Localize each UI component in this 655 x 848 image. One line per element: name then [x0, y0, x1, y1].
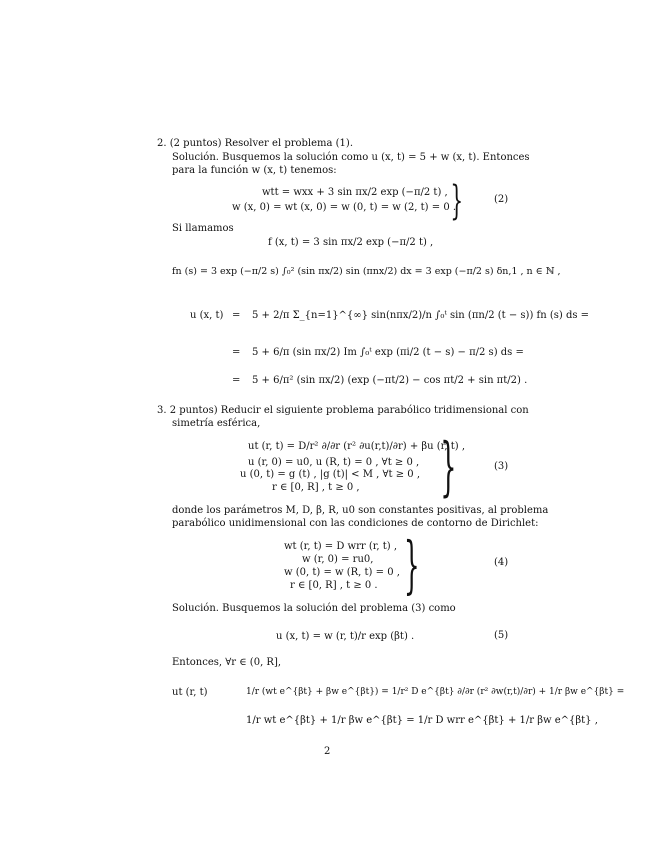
problem-2-heading: 2. (2 puntos) Resolver el problema (1).: [157, 138, 354, 149]
eq3-number: (3): [494, 461, 509, 472]
eq2-number: (2): [494, 194, 509, 205]
fn-definition: fn (s) = 3 exp (−π/2 s) ∫₀² (sin πx/2) sin (πnx/2) dx = 3 exp (−π/2 s) δn,1 , n ∈ ℕ ,: [172, 266, 561, 277]
donde-line-2: parabólico unidimensional con las condiciones de contorno de Dirichlet:: [172, 518, 539, 529]
problem-3-heading-line-1: 3. 2 puntos) Reducir el siguiente problema parabólico tridimensional con: [157, 405, 529, 416]
eq4-line-2: w (r, 0) = ru0,: [302, 554, 374, 565]
u-solution-lhs: u (x, t): [190, 310, 224, 321]
u-solution-line-2: 5 + 6/π (sin πx/2) Im ∫₀ᵗ exp (πi/2 (t − s) − π/2 s) ds =: [252, 347, 524, 358]
eq3-line-1: ut (r, t) = D/r² ∂/∂r (r² ∂u(r,t)/∂r) + βu (r, t) ,: [248, 441, 465, 452]
p2-solution-line-1: Solución. Busquemos la solución como u (x, t) = 5 + w (x, t). Entonces: [172, 152, 530, 163]
entonces-line: Entonces, ∀r ∈ (0, R],: [172, 657, 282, 668]
eq-sign-2: =: [232, 347, 241, 358]
p3-solution-line: Solución. Busquemos la solución del problema (3) como: [172, 603, 456, 614]
eq4-line-3: w (0, t) = w (R, t) = 0 ,: [284, 567, 400, 578]
f-definition: f (x, t) = 3 sin πx/2 exp (−π/2 t) ,: [268, 237, 434, 248]
eq4-brace: }: [403, 528, 420, 601]
eq4-line-1: wt (r, t) = D wrr (r, t) ,: [284, 541, 398, 552]
eq-sign-1: =: [232, 310, 241, 321]
page-number: 2: [324, 746, 331, 757]
eq-sign-3: =: [232, 375, 241, 386]
eq4-number: (4): [494, 557, 509, 568]
eq2-line-1: wtt = wxx + 3 sin πx/2 exp (−π/2 t) ,: [262, 187, 448, 198]
u-solution-line-1: 5 + 2/π Σ_{n=1}^{∞} sin(nπx/2)/n ∫₀ᵗ sin (πn/2 (t − s)) fn (s) ds =: [252, 310, 590, 321]
si-llamamos: Si llamamos: [172, 223, 234, 234]
ut-lhs: ut (r, t): [172, 687, 208, 698]
problem-3-heading-line-2: simetría esférica,: [172, 418, 261, 429]
eq5: u (x, t) = w (r, t)/r exp (βt) .: [276, 631, 415, 642]
eq2-line-2: w (x, 0) = wt (x, 0) = w (0, t) = w (2, t) = 0 .: [232, 202, 457, 213]
eq2-brace: }: [450, 178, 464, 224]
ut-line-1: 1/r (wt e^{βt} + βw e^{βt}) = 1/r² D e^{βt} ∂/∂r (r² ∂w(r,t)/∂r) + 1/r βw e^{βt} =: [246, 687, 625, 697]
eq5-number: (5): [494, 630, 509, 641]
eq3-brace: }: [440, 430, 457, 504]
donde-line-1: donde los parámetros M, D, β, R, u0 son constantes positivas, al problema: [172, 505, 549, 516]
eq3-line-2: u (r, 0) = u0, u (R, t) = 0 , ∀t ≥ 0 ,: [248, 457, 420, 468]
ut-line-2: 1/r wt e^{βt} + 1/r βw e^{βt} = 1/r D wrr e^{βt} + 1/r βw e^{βt} ,: [246, 715, 598, 726]
u-solution-line-3: 5 + 6/π² (sin πx/2) (exp (−πt/2) − cos πt/2 + sin πt/2) .: [252, 375, 528, 386]
p2-solution-line-2: para la función w (x, t) tenemos:: [172, 165, 337, 176]
eq4-line-4: r ∈ [0, R] , t ≥ 0 .: [290, 580, 378, 591]
eq3-line-4: r ∈ [0, R] , t ≥ 0 ,: [272, 482, 360, 493]
eq3-line-3: u (0, t) = g (t) , |g (t)| < M , ∀t ≥ 0 ,: [240, 469, 420, 480]
